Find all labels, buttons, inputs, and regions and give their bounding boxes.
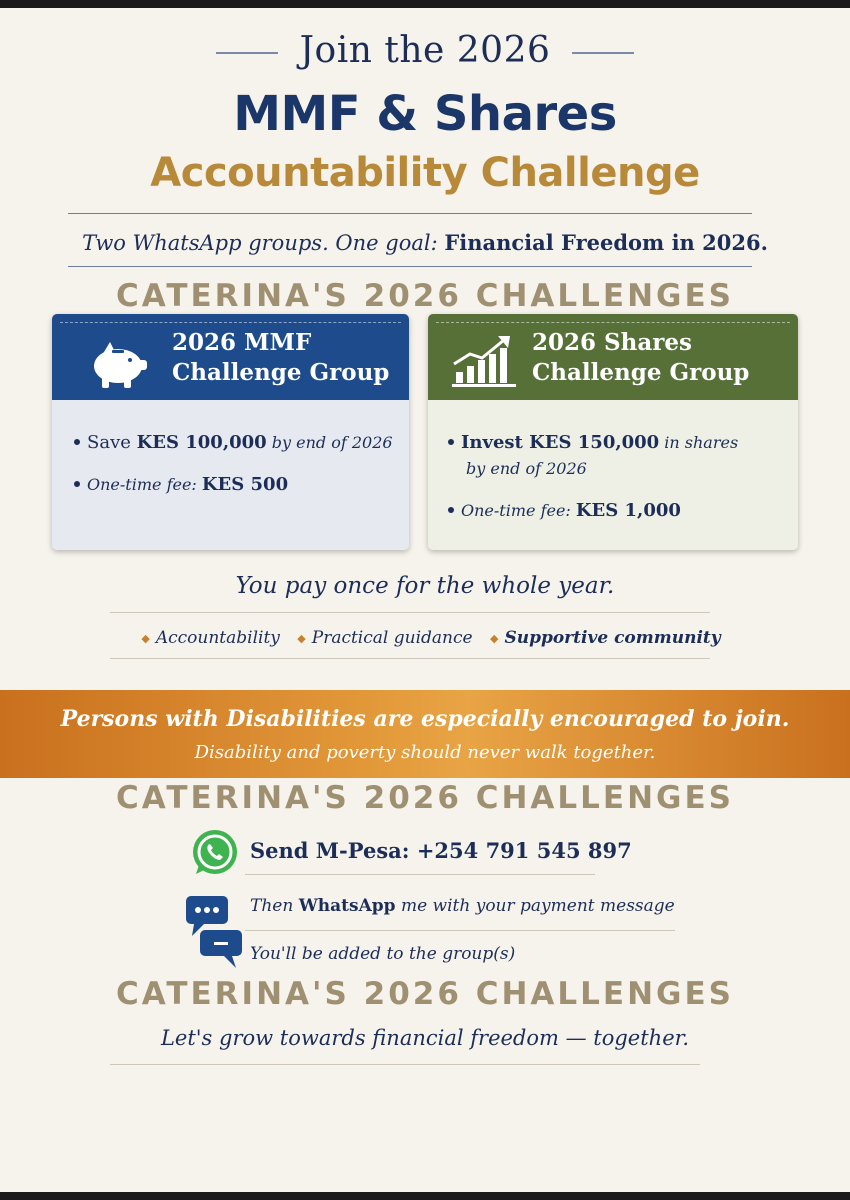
mmf-fee: One-time fee: KES 500 bbox=[74, 472, 288, 498]
whatsapp-icon bbox=[190, 828, 240, 878]
watermark: CATERINA'S 2026 CHALLENGES bbox=[116, 976, 734, 1012]
watermark: CATERINA'S 2026 CHALLENGES bbox=[116, 780, 734, 816]
shares-fee: One-time fee: KES 1,000 bbox=[448, 498, 681, 524]
shares-card-body bbox=[428, 400, 798, 550]
divider bbox=[110, 1064, 700, 1065]
divider bbox=[216, 52, 278, 54]
banner-line1: Persons with Disabilities are especially encouraged to join. bbox=[60, 706, 790, 732]
mmf-card-title-line1: 2026 MMF bbox=[172, 329, 312, 356]
divider bbox=[68, 213, 752, 214]
divider bbox=[110, 658, 710, 659]
poster bbox=[0, 8, 850, 1192]
divider bbox=[68, 266, 752, 267]
shares-goal: Invest KES 150,000 in shares bbox=[448, 430, 738, 456]
growth-chart-icon bbox=[448, 334, 520, 390]
title-line2: Accountability Challenge bbox=[150, 150, 700, 196]
subtitle: Two WhatsApp groups. One goal: Financial Freedom in 2026. bbox=[82, 230, 768, 255]
mmf-card-title-line2: Challenge Group bbox=[172, 359, 390, 386]
diamond-icon: ◆ bbox=[297, 632, 306, 645]
disability-banner bbox=[0, 690, 850, 778]
banner-line2: Disability and poverty should never walk together. bbox=[194, 742, 656, 763]
shares-goal-line2: by end of 2026 bbox=[466, 459, 587, 478]
divider bbox=[245, 874, 595, 875]
diamond-icon: ◆ bbox=[141, 632, 150, 645]
watermark: CATERINA'S 2026 CHALLENGES bbox=[116, 278, 734, 314]
pay-once-note: You pay once for the whole year. bbox=[235, 573, 615, 599]
divider bbox=[572, 52, 634, 54]
mmf-card bbox=[52, 314, 409, 550]
closing-line: Let's grow towards financial freedom — together. bbox=[160, 1026, 690, 1050]
divider bbox=[245, 930, 675, 931]
shares-card-title-line1: 2026 Shares bbox=[532, 329, 692, 356]
mmf-card-header bbox=[52, 314, 409, 400]
mpesa-instruction: Send M-Pesa: +254 791 545 897 bbox=[250, 838, 632, 863]
feature-list: ◆ Accountability ◆ Practical guidance ◆ Supportive community bbox=[141, 628, 721, 648]
piggy-bank-icon bbox=[88, 338, 150, 390]
shares-card bbox=[428, 314, 798, 550]
divider bbox=[110, 612, 710, 613]
shares-card-header bbox=[428, 314, 798, 400]
shares-card-title-line2: Challenge Group bbox=[532, 359, 750, 386]
group-added-step: You'll be added to the group(s) bbox=[250, 944, 516, 964]
mmf-card-body bbox=[52, 400, 409, 550]
chat-bubbles-icon bbox=[184, 894, 246, 968]
title-line1: MMF & Shares bbox=[233, 86, 617, 142]
whatsapp-step: Then WhatsApp me with your payment message bbox=[250, 896, 675, 916]
diamond-icon: ◆ bbox=[489, 632, 499, 645]
pre-title: Join the 2026 bbox=[0, 30, 850, 71]
mmf-goal: Save KES 100,000 by end of 2026 bbox=[74, 430, 393, 456]
